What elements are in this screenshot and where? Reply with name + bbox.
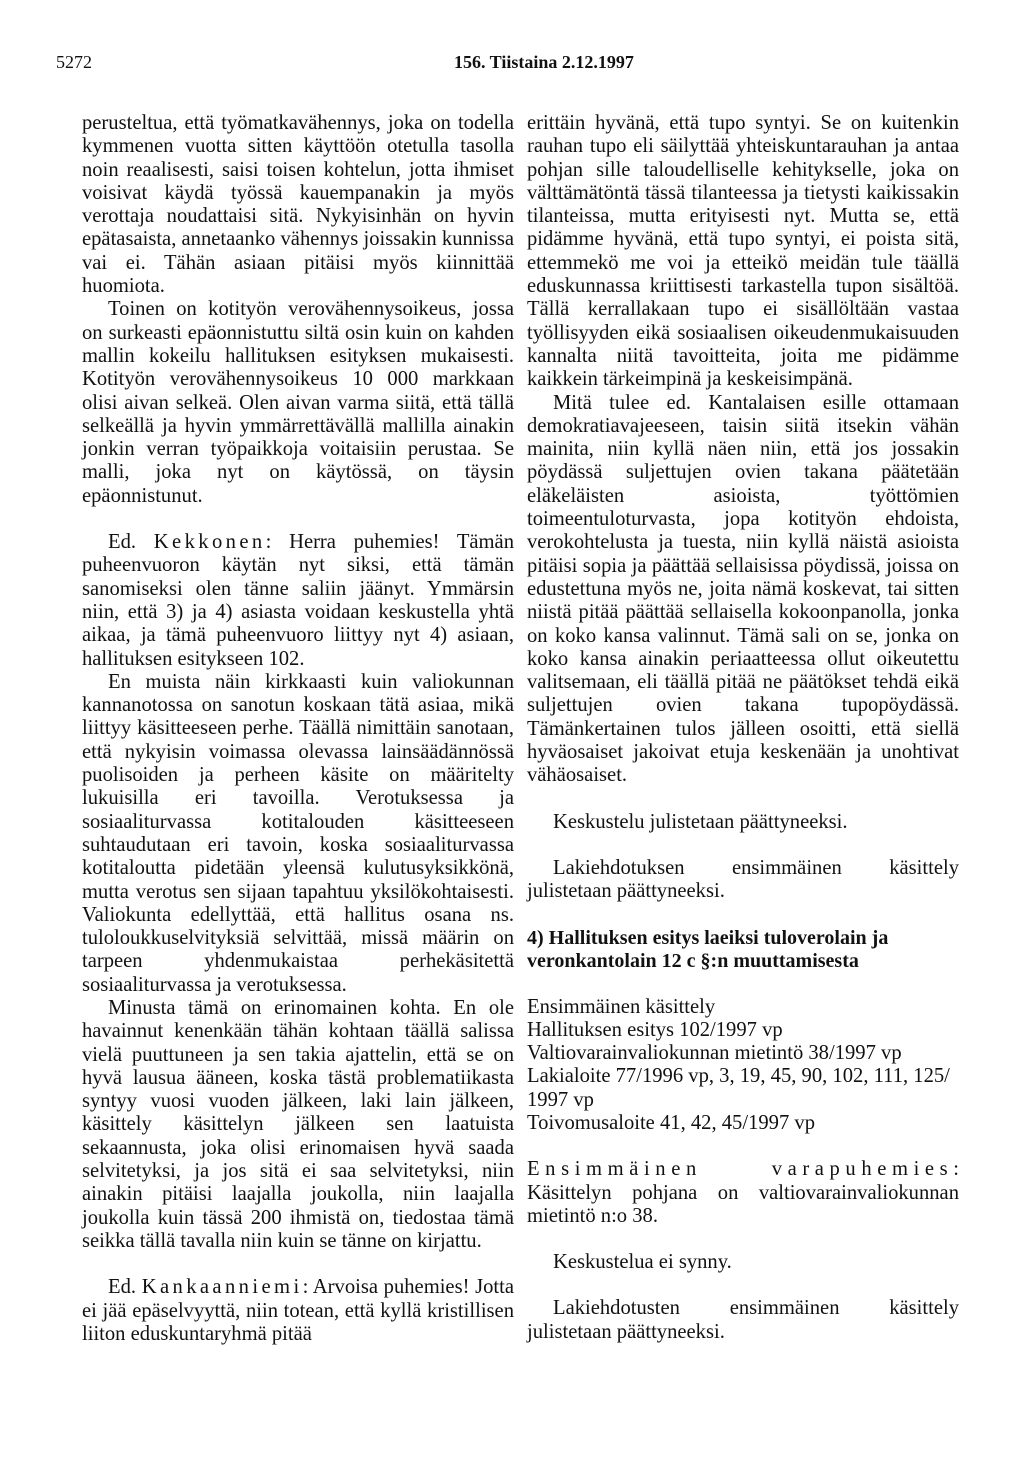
speaker-prefix: Ed. bbox=[108, 531, 137, 554]
reference-line: Toivomusaloite 41, 42, 45/1997 vp bbox=[527, 1111, 816, 1134]
paragraph: Mitä tulee ed. Kantalaisen esille ottamaan demokratiavajeeseen, taisin siitä itsekin vähän mainita, niin kyllä näen niin, että jos jossakin pöydässä suljettujen ovien takana päätetään eläkeläisten asioista, työttömien toimeentuloturvasta, jopa kotityön ehdoista, verokohtelusta ja tuesta, niin kyllä näistä asioista pitäisi sopia ja päättää sellaisissa pöydissä, joissa on edustettuna myös ne, joita nämä koskevat, tai sitten niistä pitää päättää sellaisella kokoonpanolla, jonka on koko kansa valinnut. Tämä sali on se, jonka on koko kansa ainakin periaatteessa ollut oikeutettu valitsemaan, eli täällä pitää ne päätökset tehdä eikä suljettujen ovien takana tupopöydässä. Tämänkertainen tulos jälleen osoitti, että siellä hyväosaiset jakoivat etuja keskenään ja unohtivat vähäosaiset. bbox=[527, 391, 959, 787]
reference-line: Valtiovarainvaliokunnan mietintö 38/1997 vp bbox=[527, 1042, 902, 1065]
reference-line: Ensimmäinen käsittely bbox=[527, 995, 716, 1018]
reference-line: Lakialoite 77/1996 vp, 3, 19, 45, 90, 102, 111, 125/ bbox=[527, 1065, 950, 1088]
speech-deputy-speaker bbox=[527, 1158, 959, 1228]
paragraph: perusteltua, että työmatkavähennys, joka on todella kymmenen vuotta sitten käyttöön otetulla tasolla noin reaalisesti, saisi toisen kohtelun, jotta ihmiset voisivat käydä työssä kauempanakin ja myös verottaja noudattaisi sitä. Nykyisinhän on hyvin epätasaista, annetaanko vähennys joissakin kunnissa vai ei. Tähän asiaan pitäisi myös kiinnittää huomiota. bbox=[82, 112, 514, 298]
speech-kankaanniemi bbox=[82, 1276, 514, 1346]
paragraph: Toinen on kotityön verovähennysoikeus, jossa on surkeasti epäonnistuttu siltä osin kuin on kahden mallin kokeilu hallituksen esityksen mukaisesti. Kotityön verovähennysoikeus 10 000 markkaan olisi aivan selkeä. Olen aivan varma siitä, että tällä selkeällä ja hyvin ymmärrettävällä mallilla ainakin jonkin verran työpaikkoja voitaisiin perustaa. Se malli, joka nyt on käytössä, on täysin epäonnistunut. bbox=[82, 298, 514, 507]
paragraph: erittäin hyvänä, että tupo syntyi. Se on kuitenkin rauhan tupo eli säilyttää yhteiskuntarauhan ja antaa pohjan sille taloudelliselle kehitykselle, joka on välttämätöntä tässä tilanteessa ja tietysti kaikissakin tilanteissa, mutta erityisesti nyt. Mutta se, että pidämme hyvänä, että tupo syntyi, ei poista sitä, ettemmekö me voi ja etteikö meidän tule täällä eduskunnassa kriittisesti tarkastella tupon sisältöä. Tällä kerrallakaan tupo ei sisällöltään vastaa työllisyyden eikä sosiaalisen oikeudenmukaisuuden kannalta niitä tavoitteita, joita me pidämme kaikkein tärkeimpinä ja keskeisimpänä. bbox=[527, 112, 959, 391]
speaker-name: Ensimmäinen varapuhemies bbox=[527, 1158, 954, 1181]
speech-text: : Herra puhemies! Tämän puheenvuoron käytän nyt siksi, että tämän sanomiseksi olen tänne saliin jäänyt. Ymmärsin niin, että 3) ja 4) asiasta voidaan keskustella yhtä aikaa, ja tämä puheenvuoro liittyy nyt 4) asiaan, hallituksen esitykseen 102. bbox=[82, 531, 514, 670]
procedural-note: Lakiehdotuksen ensimmäinen käsittely julistetaan päättyneeksi. bbox=[527, 856, 959, 903]
speaker-prefix: Ed. bbox=[108, 1276, 137, 1299]
speaker-name: Kekkonen bbox=[153, 531, 266, 554]
running-head: 156. Tiistaina 2.12.1997 bbox=[454, 52, 634, 72]
speech-text: : Arvoisa puhemies! Jotta ei jää epäselvyyttä, niin totean, että kyllä kristillisen liiton eduskuntaryhmä pitää bbox=[82, 1276, 514, 1345]
speech-text: : Käsittelyn pohjana on valtiovarainvaliokunnan mietintö n:o 38. bbox=[527, 1158, 959, 1227]
page-number: 5272 bbox=[56, 52, 92, 72]
right-column bbox=[527, 112, 959, 1344]
document-references bbox=[527, 996, 959, 1136]
speech-kekkonen bbox=[82, 531, 514, 671]
reference-line: 1997 vp bbox=[527, 1088, 594, 1111]
procedural-note: Keskustelua ei synny. bbox=[553, 1251, 732, 1274]
page-header bbox=[56, 52, 968, 82]
procedural-note: Lakiehdotusten ensimmäinen käsittely julistetaan päättyneeksi. bbox=[527, 1297, 959, 1343]
reference-line: Hallituksen esitys 102/1997 vp bbox=[527, 1018, 783, 1041]
procedural-note: Keskustelu julistetaan päättyneeksi. bbox=[553, 810, 848, 833]
agenda-item-heading: 4) Hallituksen esitys laeiksi tuloverolain ja veronkantolain 12 c §:n muuttamisesta bbox=[527, 926, 889, 972]
paragraph: Minusta tämä on erinomainen kohta. En ole havainnut kenenkään tähän kohtaan täällä salissa vielä puuttuneen ja sen takia ajattelin, että se on hyvä lausua ääneen, koska tästä problematiikasta syntyy vuosi vuoden jälkeen, laki lain jälkeen, käsittely käsittelyn jälkeen sen laatuista sekaannusta, joka olisi erinomaisen hyvä saada selvitetyksi, ja jos sitä ei saa selvitetyksi, niin ainakin pitäisi laajalla joukolla, niin laajalla joukolla kuin tässä 200 ihmistä on, tiedostaa tämä seikka tällä tavalla niin kuin se tänne on kirjattu. bbox=[82, 996, 514, 1252]
speaker-name: Kankaanniemi bbox=[141, 1276, 303, 1299]
paragraph: En muista näin kirkkaasti kuin valiokunnan kannanotossa on sanotun koskaan tätä asiaa, mikä liittyy käsitteeseen perhe. Täällä nimittäin sanotaan, että nykyisin voimassa olevassa lainsäädännössä puolisoiden ja perheen käsite on määritelty lukuisilla eri tavoilla. Verotuksessa ja sosiaaliturvassa kotitalouden käsitteeseen suhtaudutaan eri tavoin, koska sosiaaliturvassa kotitaloutta pidetään yleensä kulutusyksikkönä, mutta verotus sen sijaan tapahtuu yksilökohtaisesti. Valiokunta edellyttää, että hallitus osana ns. tuloloukkuselvityksiä selvittää, missä määrin on tarpeen yhdenmukaistaa perhekäsitettä sosiaaliturvassa ja verotuksessa. bbox=[82, 670, 514, 996]
left-column bbox=[82, 112, 514, 1346]
